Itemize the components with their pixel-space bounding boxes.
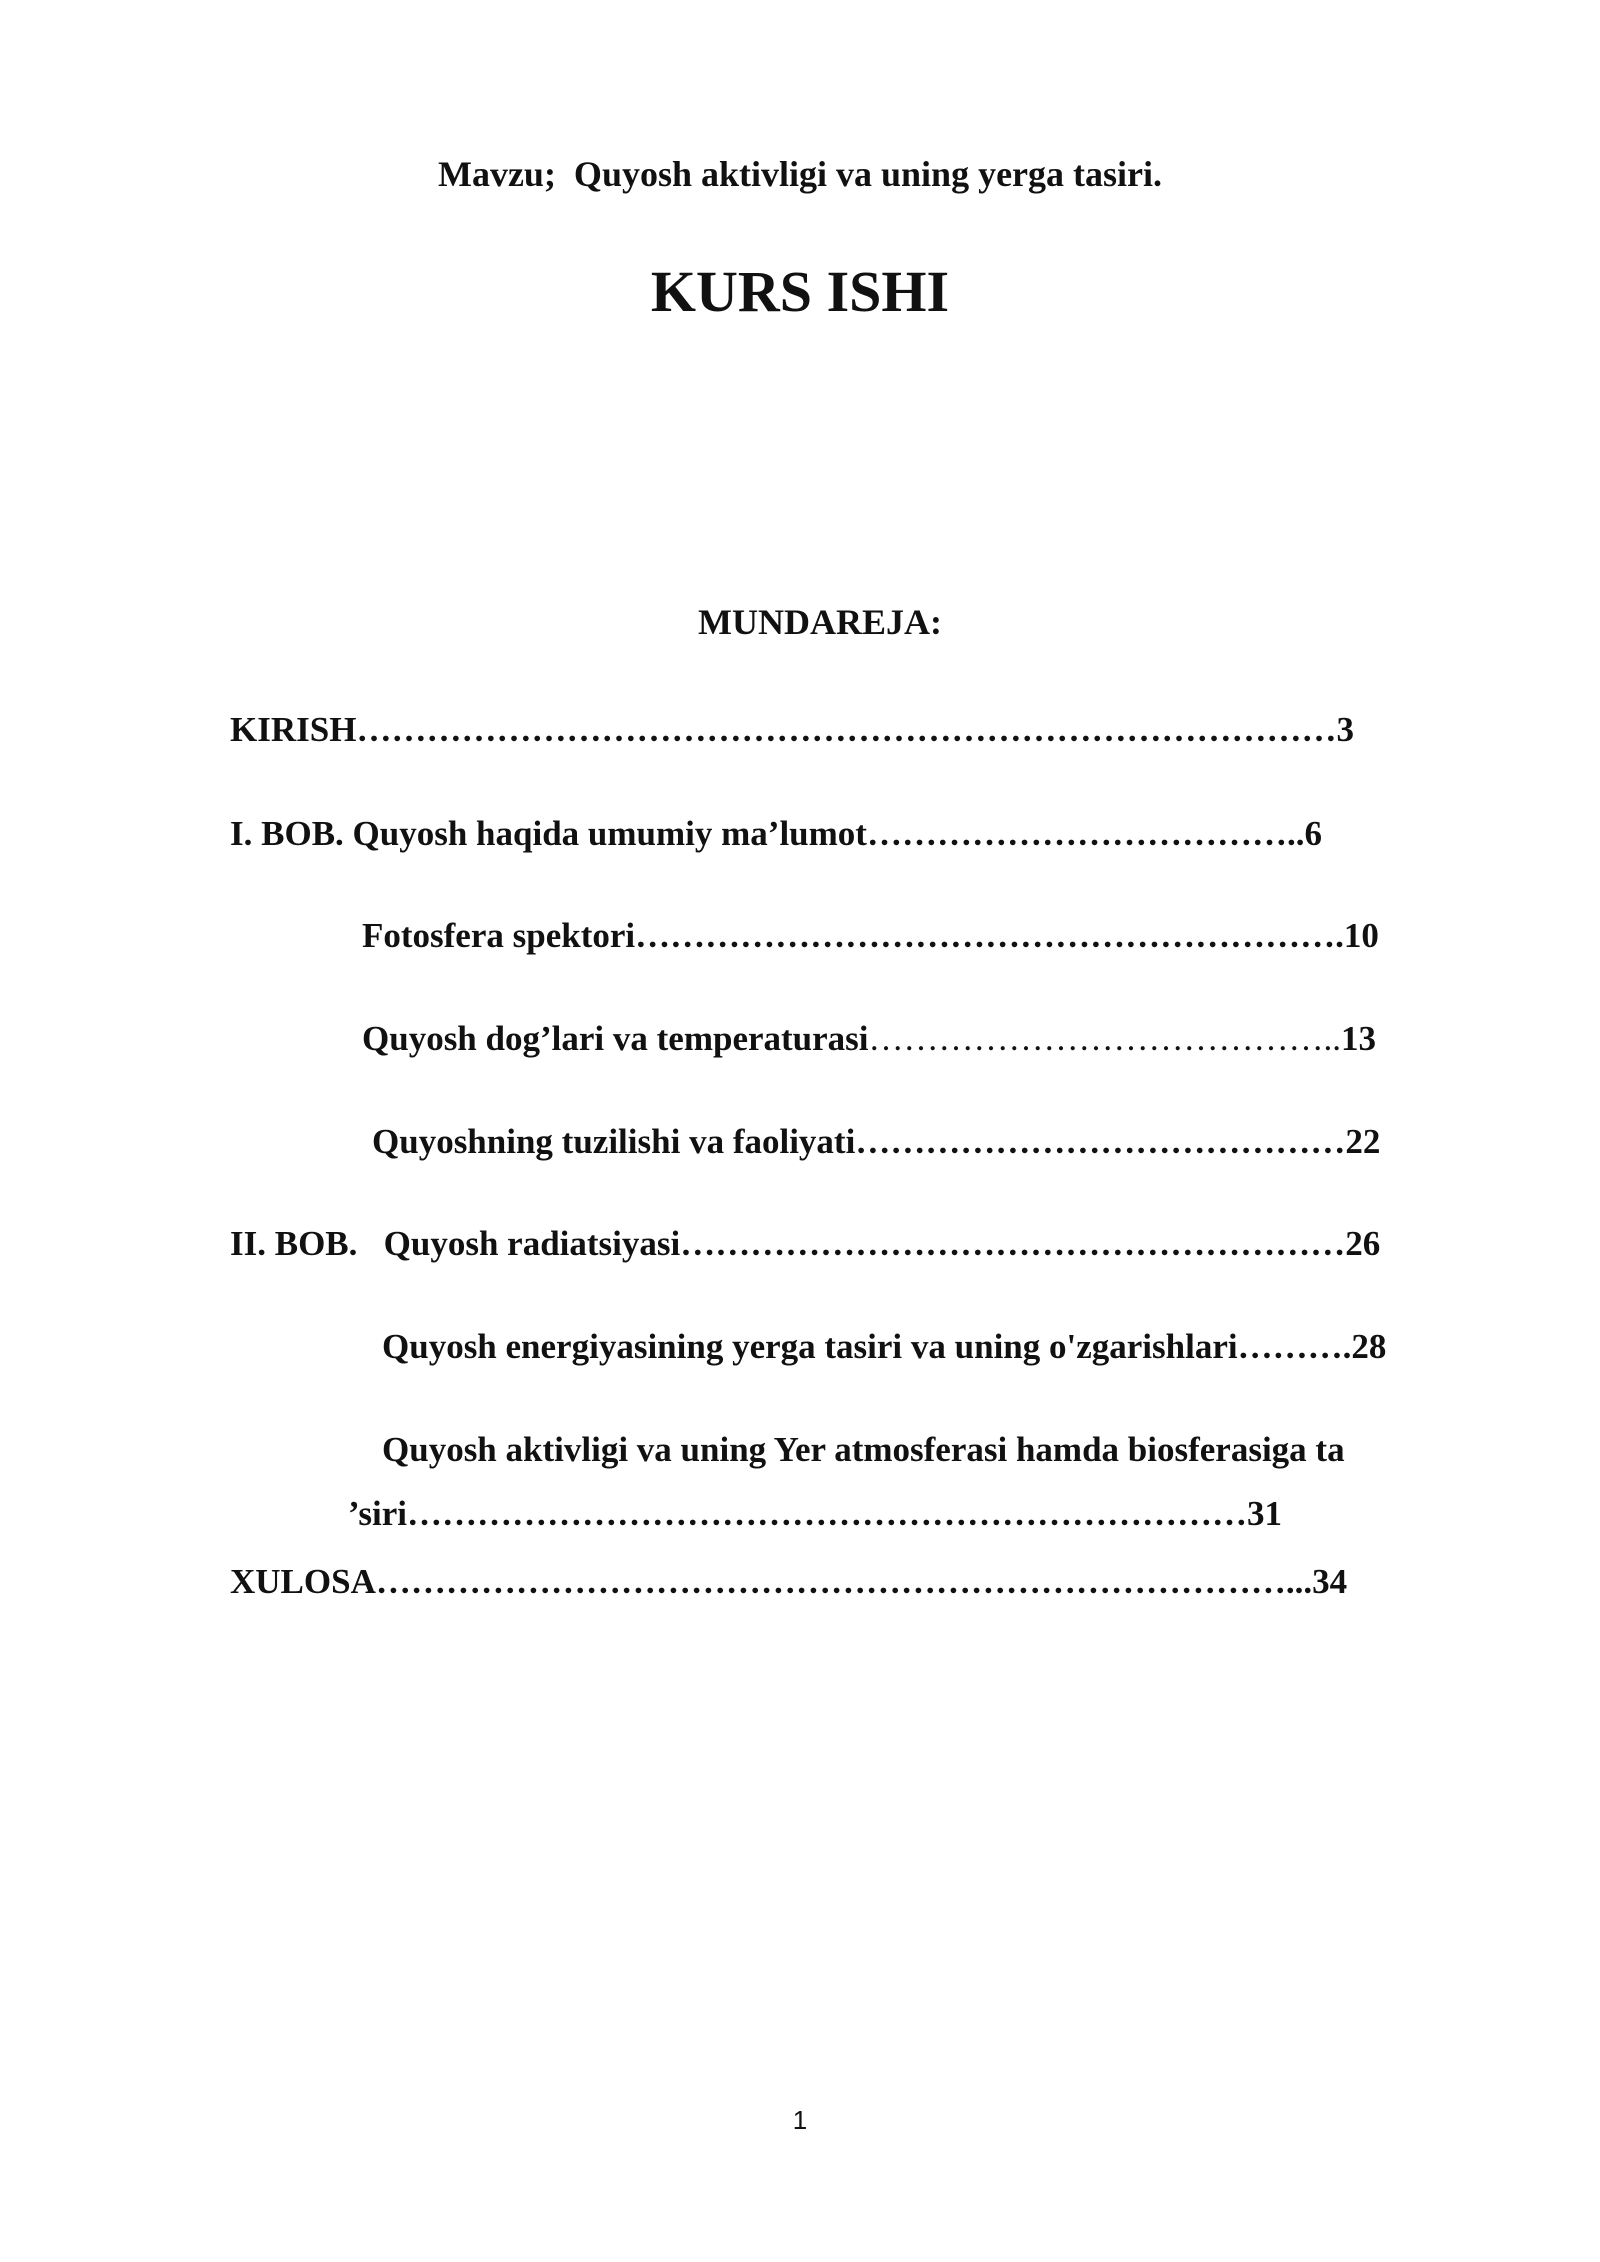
toc-entry-page: 13 [1341, 1019, 1377, 1058]
toc-entry-dots: …………………………………… [855, 1122, 1346, 1161]
toc-entry-tuzilishi [372, 1120, 1380, 1164]
toc-entry-aktivligi-line-2 [348, 1492, 1282, 1536]
page-number: 1 [792, 2105, 808, 2135]
toc-entry-label: I. BOB. Quyosh haqida umumiy ma’lumot [230, 814, 867, 853]
toc-entry-label: Quyoshning tuzilishi va faoliyati [372, 1122, 856, 1161]
toc-entry-label: Quyosh dog’lari va temperaturasi [362, 1019, 869, 1058]
toc-entry-chapter-2 [230, 1222, 1380, 1266]
toc-entry-xulosa [230, 1560, 1347, 1604]
toc-entry-label: ’siri [348, 1494, 407, 1533]
toc-entry-kirish [230, 708, 1354, 752]
toc-entry-page: 6 [1304, 814, 1322, 853]
toc-entry-energiyasi [382, 1325, 1386, 1369]
toc-entry-page: 22 [1345, 1122, 1381, 1161]
toc-entry-label: Quyosh aktivligi va uning Yer atmosferasi hamda biosferasiga ta [382, 1430, 1345, 1469]
toc-entry-label: KIRISH [230, 710, 357, 749]
toc-entry-dots: ……………………………………………………………………... [375, 1562, 1313, 1601]
toc-entry-label: Fotosfera spektori [362, 916, 636, 955]
document-type-title: KURS ISHI [650, 259, 950, 324]
toc-entry-label: XULOSA [230, 1562, 376, 1601]
toc-entry-page: 10 [1343, 916, 1379, 955]
toc-entry-page: 31 [1246, 1494, 1282, 1533]
toc-entry-doglari [362, 1017, 1376, 1061]
toc-entry-dots: ……………………………………………………. [635, 916, 1344, 955]
topic-line: Mavzu; Quyosh aktivligi va uning yerga tasiri. [437, 154, 1163, 194]
toc-entry-aktivligi-line-1 [382, 1428, 1345, 1472]
toc-entry-page: 28 [1351, 1327, 1387, 1366]
toc-entry-dots: ………………………………………………… [680, 1224, 1346, 1263]
toc-entry-dots: ……………………………….. [866, 814, 1305, 853]
toc-entry-chapter-1 [230, 812, 1322, 856]
toc-heading: MUNDAREJA: [698, 602, 942, 642]
toc-entry-dots: ………………………………….. [868, 1019, 1342, 1058]
toc-entry-page: 34 [1312, 1562, 1348, 1601]
toc-entry-label: Quyosh energiyasining yerga tasiri va uning o'zgarishlari [382, 1327, 1238, 1366]
toc-entry-page: 3 [1336, 710, 1354, 749]
toc-entry-dots: ………………………………………………………………………… [356, 710, 1337, 749]
toc-entry-dots: ………. [1237, 1327, 1352, 1366]
toc-entry-label: II. BOB. Quyosh radiatsiyasi [230, 1224, 681, 1263]
toc-entry-page: 26 [1345, 1224, 1381, 1263]
toc-entry-fotosfera [362, 914, 1379, 958]
toc-entry-dots: ……………………………………………………………… [406, 1494, 1247, 1533]
